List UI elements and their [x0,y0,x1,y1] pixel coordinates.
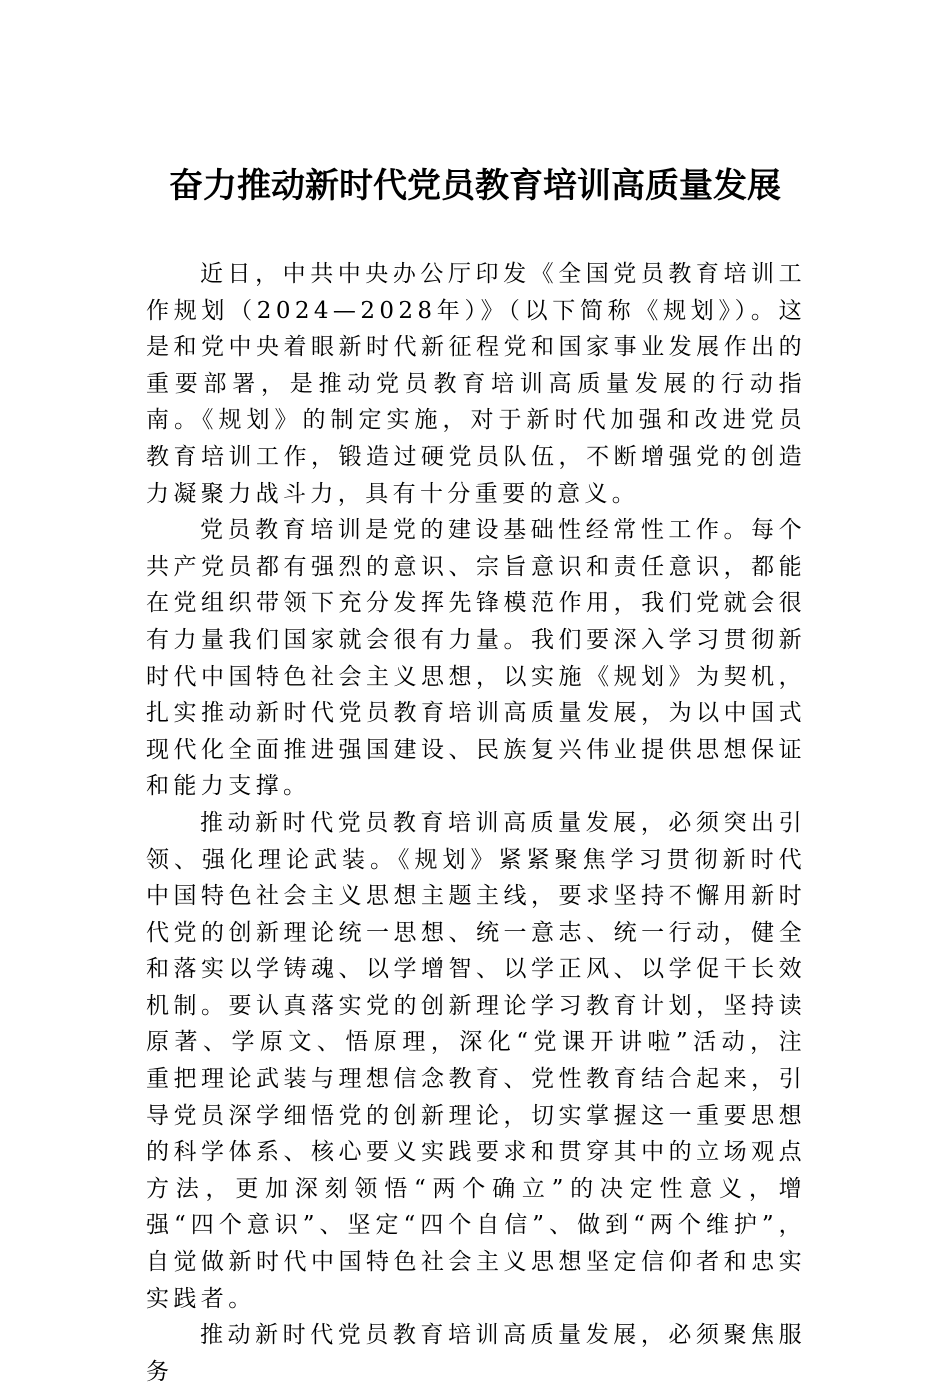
paragraph-3: 推动新时代党员教育培训高质量发展，必须突出引领、强化理论武装。《规划》紧紧聚焦学习贯彻新时代中国特色社会主义思想主题主线，要求坚持不懈用新时代党的创新理论统一思想、统一意志、统一行动，健全和落实以学铸魂、以学增智、以学正风、以学促干长效机制。要认真落实党的创新理论学习教育计划，坚持读原著、学原文、悟原理，深化“党课开讲啦”活动，注重把理论武装与理想信念教育、党性教育结合起来，引导党员深学细悟党的创新理论，切实掌握这一重要思想的科学体系、核心要义实践要求和贯穿其中的立场观点方法，更加深刻领悟“两个确立”的决定性意义，增强“四个意识”、坚定“四个自信”、做到“两个维护”，自觉做新时代中国特色社会主义思想坚定信仰者和忠实实践者。 [146,809,806,1312]
document-body [146,256,806,1390]
paragraph-4: 推动新时代党员教育培训高质量发展，必须聚焦服务 [146,1322,806,1385]
document-title: 奋力推动新时代党员教育培训高质量发展 [169,166,781,206]
paragraph-2: 党员教育培训是党的建设基础性经常性工作。每个共产党员都有强烈的意识、宗旨意识和责任意识，都能在党组织带领下充分发挥先锋模范作用，我们党就会很有力量我们国家就会很有力量。我们要深入学习贯彻新时代中国特色社会主义思想，以实施《规划》为契机，扎实推动新时代党员教育培训高质量发展，为以中国式现代化全面推进强国建设、民族复兴伟业提供思想保证和能力支撑。 [146,517,806,800]
paragraph-1: 近日，中共中央办公厅印发《全国党员教育培训工作规划（2024—2028年）》（以下简称《规划》）。这是和党中央着眼新时代新征程党和国家事业发展作出的重要部署，是推动党员教育培训高质量发展的行动指南。《规划》的制定实施，对于新时代加强和改进党员教育培训工作，锻造过硬党员队伍，不断增强党的创造力凝聚力战斗力，具有十分重要的意义。 [146,261,806,507]
